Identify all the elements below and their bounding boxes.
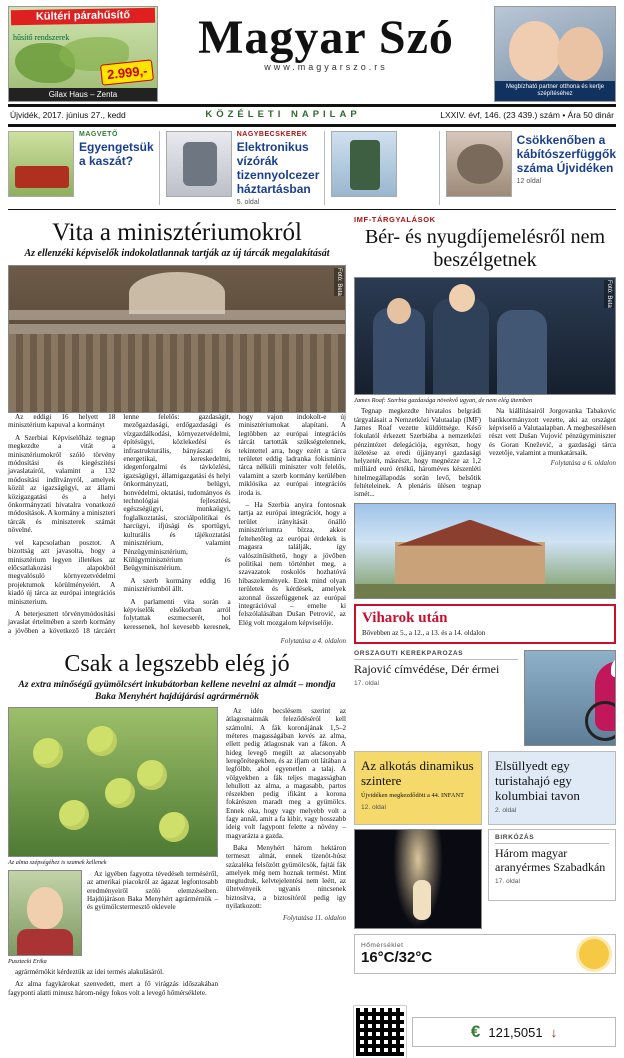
cycling-promo[interactable]: [354, 650, 616, 746]
masthead-info: [8, 107, 616, 122]
lead-headline[interactable]: Vita a minisztériumokról: [52, 219, 302, 246]
imf-photo: [354, 277, 616, 395]
lead-deck: Az ellenzéki képviselők indokolatlannak tartják az új tárcák megalakítását: [24, 248, 330, 259]
second-lead-paragraph: Az idén becslésem szerint az átlagosnainnák feleződéséról kell számolni. A fák koronájának 1,5–2 méteres magasságában kevés az alma, ellett pedig átlagosnak van a fákon. A hideg levegő megült az alacsonyabb leregőrétegekben, és az ifjam ott látában a legfölbb, ahol egyenetlen a talaj. A völgyekben a fák teljes magasságban lehullott az alma, a magasabb, partos részekben pedig ifikánt a korona fokárészen maradt meg a gyümölcs. Ennek oka, hogy vagy melyebb volt a fagy annál, amit a fa kibír, vagy hosszabb ideig volt fagypont felette a növény – magyarázta a gazda.: [226, 707, 346, 840]
right-lead-paragraph: Na kiállításairól Jorgovanka Tabakovic bankkormányzott vezette, aki az országot képviselő a Valutaalapban. A megbeszélésen részt vett Dušan Vujović pénzügyminiszter és Goran Knežević, a gazdasági tárca vezetője, valamint a munkatársaik.: [489, 407, 616, 457]
apple-photo-caption: Az alma szépségéhez is szamek kellenek: [8, 859, 107, 867]
ad-right-caption: Megbízható partner otthona és kertje szépítéséhez: [495, 81, 615, 101]
teaser-item[interactable]: [446, 131, 616, 205]
storm-photo: [354, 503, 616, 599]
apple-photo: [8, 707, 218, 857]
ad-left-price: 2.999,-: [100, 59, 154, 85]
parliament-photo: [8, 265, 346, 413]
wrestling-kicker: BIRKÓZÁS: [495, 834, 609, 844]
teaser-kicker: MAGVETŐ: [79, 131, 118, 138]
person-icon: [509, 21, 561, 81]
storm-box[interactable]: [354, 604, 616, 644]
infant-page: 12. oldal: [361, 803, 386, 811]
portrait-icon: [446, 131, 512, 197]
second-lead-headline[interactable]: Csak a legszebb elég jó: [64, 651, 290, 678]
lead-paragraph: Az eddigi 16 helyett 18 minisztérium kapuval a kormányt: [8, 413, 116, 430]
right-lead-paragraph: Tegnap megkezdte hivatalos belgrádi tárgyalásait a Nemzetközi Valutaalap (IMF) James Roaf vezette küldöttsége. Késő fokulatól érkezett Szerbiába a nemzetközi pénzintézet delegációja, egyrészt, hogy ítéletése az eredi újjányanyi gazdasági helyzetét, másrészt, hogy megnézze az 1,2 milliárd euró értékű, hároméves készenléti hitelmegállapodás során levő, belsőtik feltételeinek. A plenáris ülésen tegnap ismét...: [354, 407, 481, 499]
ad-right[interactable]: [494, 6, 616, 102]
lead-jump[interactable]: Folytatása a 4. oldalon: [280, 637, 346, 646]
weather-value: 16°C/32°C: [361, 949, 433, 967]
teaser-page: 5. oldal: [236, 199, 260, 206]
boat-page: 2. oldal: [495, 807, 517, 815]
boat-promo[interactable]: [488, 751, 616, 825]
portrait-caption: Pusztecki Erika: [8, 958, 47, 966]
newspaper-front-page: [0, 6, 624, 1042]
infant-promo[interactable]: [354, 751, 482, 825]
masthead-rule-2: [8, 124, 616, 127]
right-lead-jump[interactable]: Folytatása a 6. oldalon: [550, 459, 616, 468]
teaser-strip: [8, 131, 616, 205]
lead-paragraph: A szerb kormány eddig 16 minisztériumból állt.: [123, 576, 231, 594]
qr-code[interactable]: [354, 1006, 406, 1058]
teaser-page: 12 oldal: [516, 178, 542, 185]
photo-credit: Fotó: Beta: [606, 280, 612, 308]
right-column: [354, 215, 616, 1001]
infant-title[interactable]: Az alkotás dinamikus szintere: [361, 758, 474, 789]
teaser-kicker: NAGYBECSKEREK: [236, 131, 308, 138]
teaser-title[interactable]: Elektronikus vízórák tizennyolcezer háztartásban: [236, 140, 320, 196]
right-lead-headline[interactable]: Bér- és nyugdíjemelésről nem beszélgetnek: [364, 226, 606, 271]
cycling-page: 17. oldal: [354, 680, 379, 688]
masthead-subtitle: KÖZÉLETI NAPILAP: [205, 109, 361, 120]
teaser-item[interactable]: [166, 131, 326, 205]
ad-left-subtitle: hűsítő rendszerek: [13, 33, 70, 42]
masthead-url: www.magyarszo.rs: [264, 62, 388, 72]
ad-left-title: Kültéri párahűsítő: [11, 8, 155, 26]
weather-widget: [354, 934, 616, 974]
wrestling-promo[interactable]: [488, 829, 616, 901]
water-meter-icon: [166, 131, 232, 197]
second-lead-paragraph: agrármérnökit kérdeztük az idei termés alakulásáról.: [15, 968, 164, 977]
issue-number: LXXIV. évf, 146. (23 439.) szám • Ára 50 dinár: [440, 109, 614, 120]
weather-label: Hőmérséklet: [361, 942, 404, 950]
infant-sub: Újvidéken megkezdődött a 44. INFANT: [361, 792, 464, 800]
photo-credit: Fotó: Beta: [336, 268, 342, 296]
wrestling-title[interactable]: Három magyar aranyérmes Szabadkán: [495, 846, 606, 875]
infant-photo: [354, 829, 482, 929]
lead-paragraph: A beterjesztett törvénymódosítási javaslat értelmében a szerb kormány a jövőben a következő 18 tárcáért lenne felelős: gazdaságit, mezőgazdasági, erdőgazdasági és vízgazdálkodási, környezetvédelmi, építésügyi, közlekedési és infrastrukturális, bányászati és energetikai, kereskedelmi, idegenforgalmi és távközlési, igazságügyi, államigazgatási és helyi önkormányzati, belügyi, honvédelmi, oktatási, tudományos és technológiai fejlesztési, egészségügyi, munkaügyi, foglalkoztatási, szociálpolitikai és harcügyi, ifjúsági és sportügyi, kulturális és tájékoztatási minisztérium, valamint Pénzügyminisztérium, Külügyminisztérium és Beügyminisztérium.: [8, 413, 231, 635]
lead-paragraph: – Ha Szerbia anyira fontosnak tartja az európai integrációt, hogy a terület irányítását önálló minisztériumra bízza, akkor feltehetőleg az európai érdekek is magasra találják, így valószínűsíthető, hogy a jövőben politikai nem történhet meg, a szavazatok roskolós hozhatóvá hibaszelemények. Ezek mind olyan területek és kérdések, amelyek azonnal összefüggenek az európai integrációval – emelte ki felszólalásában Dušan Petrović, az Elég volt mozgalom képviselője.: [238, 501, 346, 627]
issue-date: Újvidék, 2017. június 27., kedd: [10, 109, 126, 120]
main-grid: [8, 215, 616, 1001]
boat-title[interactable]: Elsüllyedt egy turistahajó egy kolumbiai tavon: [495, 758, 580, 804]
left-column: [8, 215, 346, 1001]
wrestling-page: 17. oldal: [495, 878, 520, 886]
lead-body: [8, 413, 346, 635]
storm-box-title: Viharok után: [362, 609, 448, 626]
storm-box-text: Bővebben az 5., a 12., a 13. és a 14. oldalon: [362, 628, 486, 637]
trend-down-icon: ↓: [550, 1024, 558, 1040]
bottom-bar: [8, 1006, 616, 1058]
lead-paragraph: A parlamenti vita során a képviselők elsőkorban arról folytattak eszmecserét, hol keressenek, hol kevesebb keresnek, hogy vajon indokolt-e új minisztériumokat alapítani. A legtöbben az európai integrációs tárcát tartották szükségtelennek, tekintettel arra, hogy ezért a tárca területet eddig ladranka fokisminiv tárca nélküli miniszter volt felelős, valamint a szerb kormány kerülében miklósika az európai integrációs iroda is.: [123, 413, 346, 631]
main-rule: [8, 209, 616, 210]
soldier-icon: [331, 131, 397, 197]
ad-left-footer: Gilax Haus – Zenta: [9, 88, 157, 101]
person-icon: [557, 27, 603, 81]
tractor-icon: [8, 131, 74, 197]
lead-paragraph: vel kapcsolatban posztot. A bizottság azt javasolta, hogy a minisztérium legyen illetékes az előcsatlakozási alapokból megvalósuló környezetvédelmi projektumok körülményeiért. A kiadó új tárca az európai integrációs miniszterium.: [8, 538, 116, 606]
cycling-title[interactable]: Rajović címvédése, Dér érmei: [354, 662, 500, 677]
top-banner: [8, 6, 616, 102]
second-lead-paragraph: Az igyében fagyotta tévedéseh terméséről, az amerikai piacokról az ágazat legfontosabb eredményeiről szóló elemzéseiben. Hajdújáráson Baka Menyhért agrármérnök – és gyümölcstermesztő oklevele: [87, 870, 218, 912]
euro-icon: €: [470, 1022, 481, 1042]
lead-paragraph: A Szerbiai Képviselőház tegnap megkezdte a vitát a minisztériumokról szóló törvény módosítási és kiegészítési javaslatairól, valamint a 132 módosítási indítványról, amelyek közül az igazságügyi, az állami közigazgatási és a helyi önkormányzati hivatalra vonatkozó módosítások. A kormány a miniszteri tárcák és miniszterek számát növelné.: [8, 433, 116, 535]
sun-icon: [579, 939, 609, 969]
second-lead-paragraph: Az alma fagykárokat szenvedett, mert a fő virágzás időszakában fagyponti alatti minusz három-négy fokos volt a levegő hőmérséklete.: [8, 980, 218, 997]
second-lead-paragraph: Baka Menyhért három hektáron termeszt almát, ennek tizenöt-húsz százaléka felsőzött gyümölcsök, fajtái fák amelyek még nem hoznak termést. Mint megtudtuk, kelvtejelentési nem leétt, az ültetvényeik ugyanis nincsenek biztosítva, a biztosítóról pedig igy nyilatkozott:: [226, 843, 346, 910]
portrait-photo: [8, 870, 82, 956]
teaser-title[interactable]: Egyengetsük a kaszát?: [79, 140, 154, 168]
masthead: [164, 6, 488, 102]
right-lead-kicker: IMF-TÁRGYALÁSOK: [354, 215, 436, 224]
second-lead-jump[interactable]: Folytatása 11. oldalon: [282, 914, 346, 923]
second-lead-deck: Az extra minőségű gyümölcsért inkubátorban kellene nevelni az almát – mondja Baka Menyhért hajdújárási agrármérnök: [18, 679, 336, 702]
currency-rate: [412, 1017, 616, 1047]
page-title: Magyar Szó: [198, 11, 454, 64]
teaser-item[interactable]: [331, 131, 439, 205]
cyclist-photo: [524, 650, 616, 746]
currency-value: 121,5051: [488, 1024, 543, 1040]
teaser-title[interactable]: Csökkenőben a kábítószerfüggők száma Újvidéken: [516, 133, 617, 175]
teaser-item[interactable]: [8, 131, 160, 205]
imf-photo-caption: James Roaf: Szerbia gazdasága növekvő ugyan, de nem elég ütemben: [354, 397, 533, 404]
ad-left[interactable]: [8, 6, 158, 102]
cycling-kicker: ORSZÁGÚTI KERÉKPÁROZÁS: [354, 650, 518, 660]
